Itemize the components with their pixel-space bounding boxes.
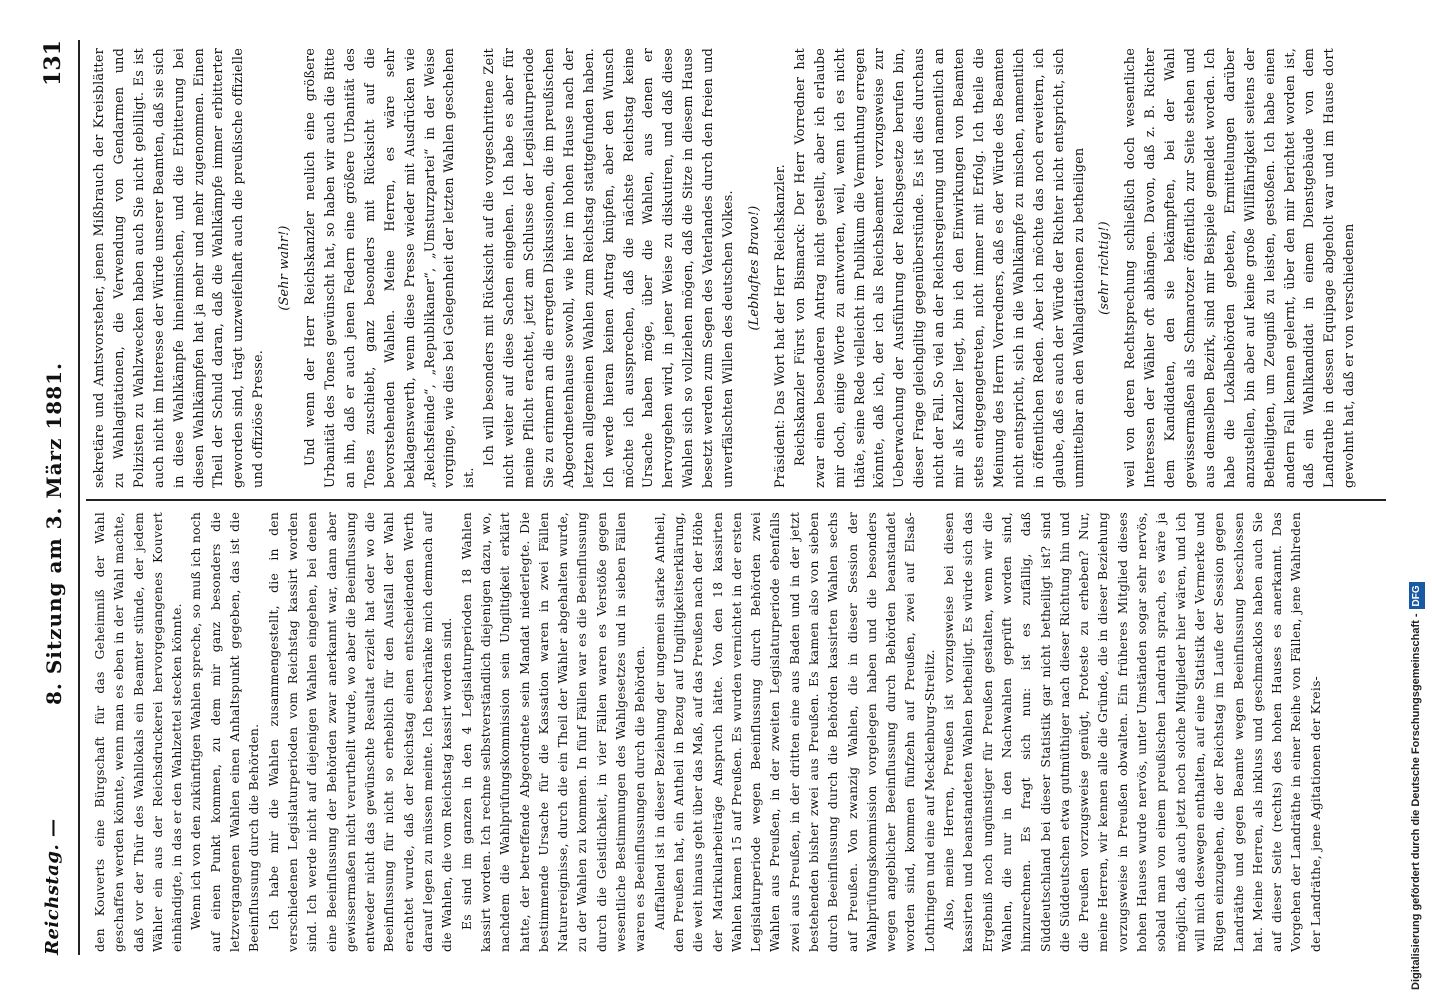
paragraph: sekretäre und Amtsvorsteher, jenen Mißbrauch der Kreisblätter zu Wahlagitationen, die Verwendung von Gendarmen und Polizisten zu Wahlzwecken haben auch Sie nicht gebilligt. Es ist auch nicht im Interesse der Würde unserer Beamten, daß sie sich in diese Wahlkämpfe hineinmischen, und die Erbitterung bei diesen Wahlkämpfen hat ja mehr und mehr zugenommen. Einen Theil der Schuld daran, daß die Wahlkämpfe immer erbitterter geworden sind, trägt unzweifelhaft auch die preußische offizielle und offiziöse Presse. xyxy=(92,48,267,488)
dfg-logo: DFG xyxy=(1409,582,1425,609)
interjection: (Sehr wahr!) xyxy=(277,225,293,311)
header-rule xyxy=(78,40,80,955)
credit-line xyxy=(1408,10,1424,990)
left-column xyxy=(90,512,1325,952)
paragraph: weil von deren Rechtsprechung schließlich doch wesentliche Interessen der Wähler oft abhängen. Davon, daß z. B. Richter dem Kandidaten, den sie bekämpften, bei der Wahl gewissermaßen als Schmarotzer öffentlich zur Seite stehen und aus demselben Bezirk, sind mir Beispiele gemeldet worden. Ich habe die Lokalbehörden gebeten, Ermittelungen darüber anzustellen, bin aber auf keine große Willfährigkeit seitens der Betheiligten, um Zeugniß zu leisten, gestoßen. Ich habe einen andern Fall kennen gelernt, über den mir berichtet worden ist, daß ein Wahlkandidat in einem Dienstgebäude von dem Landrathe in dessen Equipage abgeholt war und im Hause dort gewohnt hat, daß er von verschiedenen xyxy=(1123,48,1358,488)
page-header xyxy=(38,40,68,955)
interjection: (Lebhaftes Bravo!) xyxy=(747,205,762,331)
paragraph: Also, meine Herren, Preußen ist vorzugsweise bei diesen kassirten und beanstandeten Wahlen betheiligt. Es würde sich das Ergebniß noch ungünstiger für Preußen gestalten, wenn wir die Wahlen, die nur in den Nachwahlen geprüft worden sind, hinzurechnen. Es fragt sich nun: ist es zufällig, daß Süddeutschland bei dieser Statistik gar nicht betheiligt ist? sind die Süddeutschen etwa gutmüthiger nach dieser Richtung hin und die Preußen vorzugsweise genügt, Proteste zu erheben? Nur, meine Herren, wir kennen alle die Gründe, die in dieser Beziehung vorzugsweise in Preußen obwalten. Ein früheres Mitglied dieses hohen Hauses wurde nervös, unter Umständen sogar sehr nervös, sobald man von einem preußischen Landrath sprach, es wäre ja möglich, daß auch jetzt noch solche Mitglieder hier wären, und ich will mich deswegen enthalten, auf eine Statistik der Vermerke und Rügen einzugehen, die der Reichstag im Laufe der Session gegen Landräthe und gegen Beamte wegen Beeinflussung beschlossen hat. Meine Herren, als inkluss und geschmacklos haben auch Sie auf dieser Seite (rechts) des hohen Hauses es anerkannt. Das Vorgehen der Landräthe in einer Reihe von Fällen, jene Wahlreden der Landräthe, jene Agitationen der Kreis- xyxy=(941,512,1323,952)
paragraph: Und wenn der Herr Reichskanzler neulich eine größere Urbanität des Tones gewünscht hat, so haben wir auch die Bitte an ihn, daß er auch jenen Federn eine größere Urbanität des Tones zuschiebt, ganz besonders mit Rücksicht auf die bevorstehenden Wahlen. Meine Herren, es wäre sehr beklagenswerth, wenn diese Presse wieder mit Ausdrücken wie „Reichsfeinde“, „Republikaner“, „Umsturzpartei“ in der Weise vorginge, wie dies bei Gelegenheit der letzten Wahlen geschehen ist. xyxy=(303,48,478,488)
page-number: 131 xyxy=(40,40,66,86)
header-left: Reichstag. — xyxy=(42,818,63,955)
paragraph: Präsident: Das Wort hat der Herr Reichskanzler. xyxy=(772,164,788,488)
right-column xyxy=(90,48,1360,488)
paragraph: Ich habe mir die Wahlen zusammengestellt, die in den verschiedenen Legislaturperioden vom Reichstag kassirt worden sind. Ich werde nicht auf diejenigen Wahlen eingehen, bei denen eine Beeinflussung der Behörden zwar anerkannt war, dann aber gewissermaßen nicht verurtheilt wurde, wo aber die Beeinflussung entweder nicht das gewünschte Resultat erzielt hat oder wo die Beeinflussung für nicht so erheblich für den Ausfall der Wahl erachtet wurde, daß der Reichstag einen entscheidenden Werth darauf legen zu müssen meinte. Ich beschränke mich demnach auf die Wahlen, die vom Reichstag kassirt worden sind. xyxy=(265,512,455,952)
interjection: (sehr richtig!) xyxy=(1097,221,1113,315)
paragraph: Es sind im ganzen in den 4 Legislaturperioden 18 Wahlen kassirt worden. Ich rechne selbstverständlich diejenigen dazu, wo, nachdem die Wahlprüfungskommission sein Ungiltigkeit erklärt hatte, der betreffende Abgeordnete sein Mandat niederlegte. Die bestimmende Ursache für die Kassation waren in zwei Fällen Naturereignisse, durch die ein Theil der Wähler abgehalten wurde, zu der Wahlen zu kommen. In fünf Fällen war es die Beeinflussung durch die Geistlichkeit, in vier Fällen waren es Verstöße gegen wesentliche Bestimmungen des Wahlgesetzes und in sieben Fällen waren es Beeinflussungen durch die Behörden. xyxy=(458,512,648,952)
paragraph: Ich will besonders mit Rücksicht auf die vorgeschrittene Zeit nicht weiter auf diese Sachen eingehen. Ich habe es aber für meine Pflicht erachtet, jetzt am Schlusse der Legislaturperiode Sie zu erinnern an die erregten Diskussionen, die im preußischen Abgeordnetenhause sowohl, wie hier im hohen Hause nach der letzten allgemeinen Wahlen zum Reichstag stattgefunden haben. Ich werde hieran keinen Antrag knüpfen, aber den Wunsch möchte ich aussprechen, daß die nächste Reichstag keine Ursache haben möge, über die Wahlen, aus denen er hervorgehen wird, in jener Weise zu diskutiren, und daß diese Wahlen sich so vollziehen mögen, daß die Sitze in diesem Hause besetzt werden zum Segen des Vaterlandes durch den freien und unverfälschten Willen des deutschen Volkes. xyxy=(482,48,737,488)
paragraph: Auffallend ist in dieser Beziehung der ungemein starke Antheil, den Preußen hat, ein Antheil in Bezug auf Ungiltigkeitserklärung, die weit hinaus geht über das Maß, auf das Preußen nach der Höhe der Matrikularbeiträge Anspruch hätte. Von den 18 kassirten Wahlen kamen 15 auf Preußen. Es wurden vernichtet in der ersten Legislaturperiode wegen Beeinflussung durch Behörden zwei Wahlen aus Preußen, in der zweiten Legislaturperiode ebenfalls zwei aus Preußen, in der dritten eine aus Baden und in der jetzt bestehenden bisher zwei aus Preußen. Es kamen also von sieben durch Beeinflussung durch die Behörden kassirten Wahlen sechs auf Preußen. Von zwanzig Wahlen, die in dieser Session der Wahlprüfungskommission vorgelegen haben und die besonders wegen angeblicher Beeinflussung durch Behörden beanstandet worden sind, kommen fünfzehn auf Preußen, zwei auf Elsaß-Lothringen und eine auf Mecklenburg-Strelitz. xyxy=(651,512,937,952)
paragraph: Reichskanzler Fürst von Bismarck: Der Herr Vorredner hat zwar einen besonderen Antrag nicht gestellt, aber ich erlaube mir doch, einige Worte zu antworten, weil, wenn ich es nicht thäte, seine Rede vielleicht im Publikum die Vermuthung erregen könnte, daß ich, der ich als Reichsbeamter vorzugsweise zur Ueberwachung der Ausführung der Reichsgesetze berufen bin, dieser Frage gleichgiltig gegenüberstünde. Es ist dies durchaus nicht der Fall. So viel an der Reichsregierung und namentlich an mir als Kanzler liegt, bin ich den Einwirkungen von Beamten stets entgegengetreten, nicht immer mit Erfolg. Ich theile die Meinung des Herrn Vorredners, daß es der Würde des Beamten nicht entspricht, sich in die Wahlkämpfe zu mischen, namentlich in öffentlichen Reden. Aber ich möchte das noch erweitern, ich glaube, daß es auch der Würde der Richter nicht entspricht, sich unmittelbar an den Wahlagitationen zu betheiligen xyxy=(792,48,1087,488)
credit-text: Digitalisierung gefördert durch die Deutsche Forschungsgemeinschaft - xyxy=(1410,613,1422,990)
header-title: 8. Sitzung am 3. März 1881. xyxy=(42,361,66,705)
column-divider xyxy=(86,499,1386,501)
paragraph: Wenn ich von den zukünftigen Wahlen spreche, so muß ich noch auf einen Punkt kommen, zu dem mir ganz besonders die letzvergangenen Wahlen einen Anhaltspunkt gegeben, das ist die Beeinflussung durch die Behörden. xyxy=(188,512,262,952)
credit-strip xyxy=(1408,10,1424,990)
paragraph: den Kouverts eine Bürgschaft für das Geheimniß der Wahl geschaffen werden könnte, wenn man es eben in der Wahl machte, daß vor der Thür des Wahllokals ein Beamter stünde, der jedem Wähler ein aus der Reichsdruckerei hervorgegangenes Kouvert einhändigte, in das er den Wahlzettel stecken könnte. xyxy=(92,512,185,952)
